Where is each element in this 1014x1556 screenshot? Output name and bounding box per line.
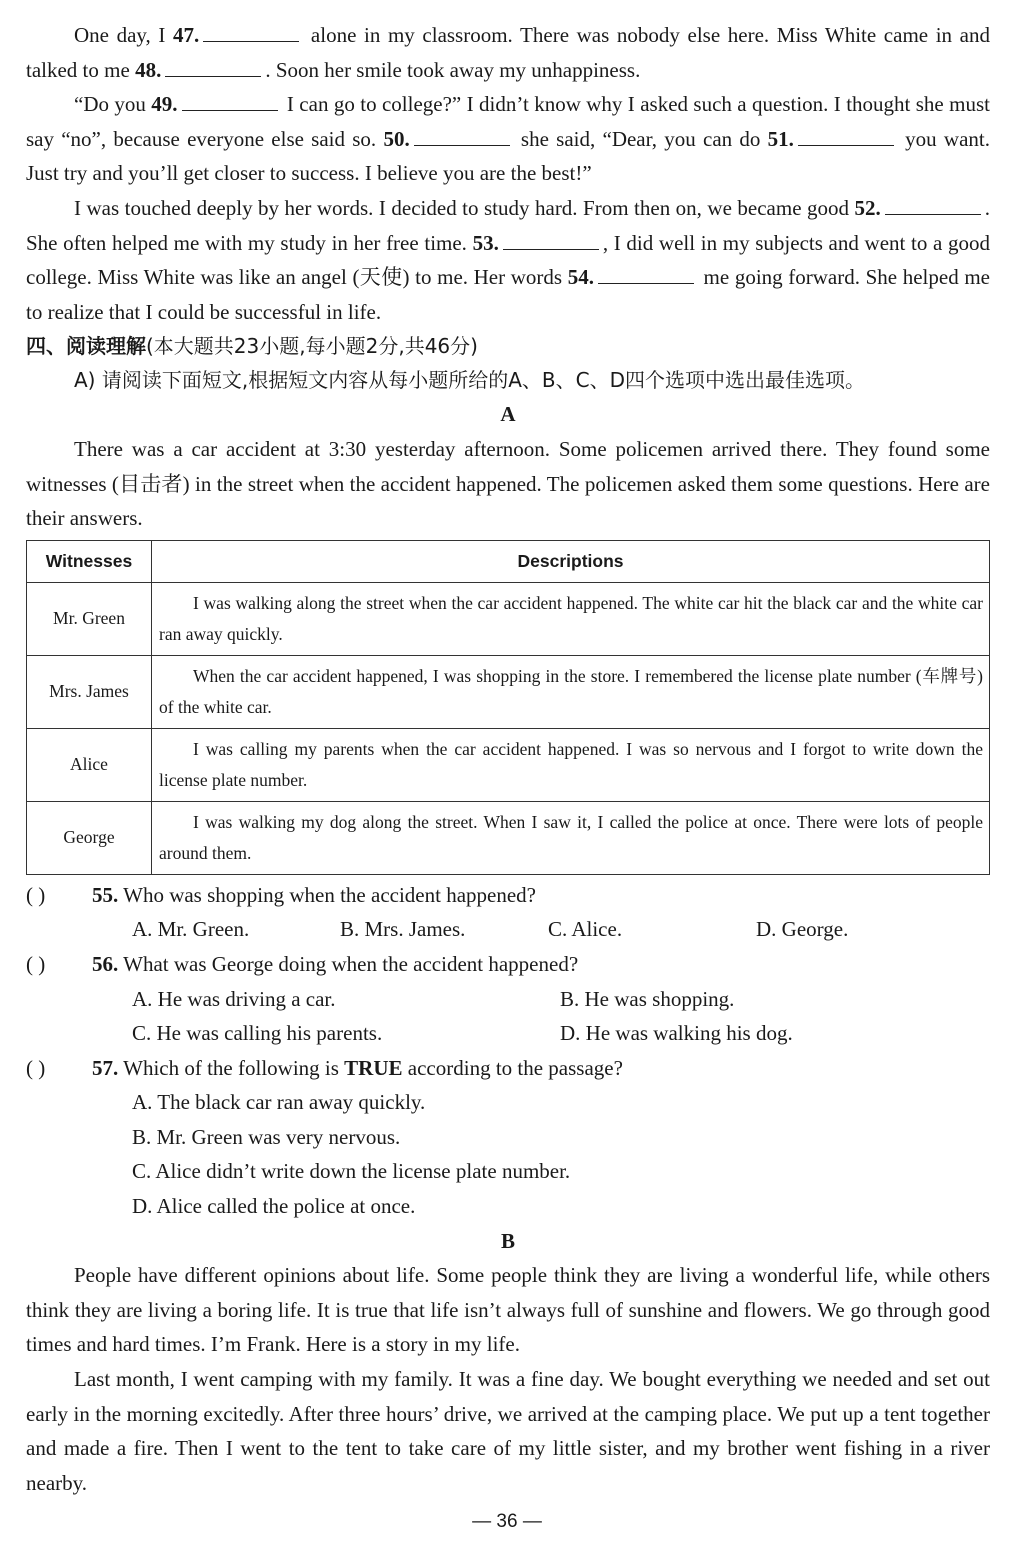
option-b[interactable]: B. He was shopping. (560, 986, 735, 1011)
option-a[interactable]: A. He was driving a car. (132, 986, 336, 1011)
table-row (27, 582, 990, 655)
description-text: I was walking my dog along the street. When I saw it, I called the police at once. There were lots of people around them. (159, 811, 983, 863)
text: “Do you (74, 92, 152, 117)
witness-name: Mr. Green (27, 582, 152, 655)
blank-48[interactable] (165, 56, 261, 77)
blank-54[interactable] (598, 263, 694, 284)
witness-table (26, 540, 990, 875)
option-d[interactable]: D. George. (756, 917, 849, 942)
options-56-row-1 (26, 982, 990, 1017)
text: . Soon her smile took away my unhappiness. (265, 57, 641, 82)
witness-name: George (27, 801, 152, 874)
question-55 (26, 878, 990, 913)
blank-50[interactable] (414, 125, 510, 146)
blank-number-51: 51. (767, 126, 794, 151)
table-row (27, 728, 990, 801)
passage-a-intro: There was a car accident at 3:30 yesterday afternoon. Some policemen arrived there. They found some witnesses (目击者) in the street when the accident happened. The policemen asked them some questions. Here are their answers. (26, 436, 990, 531)
question-56 (26, 947, 990, 982)
option-d[interactable]: D. He was walking his dog. (560, 1021, 793, 1046)
question-text: What was George doing when the accident happened? (118, 951, 579, 976)
option-a[interactable]: A. The black car ran away quickly. (132, 1090, 426, 1115)
answer-bracket[interactable]: ( ) (26, 951, 46, 976)
answer-bracket[interactable]: ( ) (26, 882, 46, 907)
blank-number-49: 49. (151, 92, 178, 117)
table-header-row (27, 540, 990, 582)
blank-number-54: 54. (567, 265, 594, 290)
cloze-paragraph-1 (26, 18, 990, 87)
text: you want. Just try and you’ll get closer to success. I believe you are the best!” (26, 126, 990, 186)
text: she said, “Dear, you can do (513, 126, 768, 151)
section-instruction: A) 请阅读下面短文,根据短文内容从每小题所给的A、B、C、D四个选项中选出最佳选项。 (74, 368, 865, 393)
passage-b-paragraph-2: Last month, I went camping with my family. It was a fine day. We bought everything we needed and set out early in the morning excitedly. After three hours’ drive, we arrived at the camping place. We put up a tent together and made a fire. Then I went to the tent to take care of my little sister, and my brother went fishing in a river nearby. (26, 1367, 990, 1495)
page-number: — 36 — (472, 1511, 542, 1532)
section-heading (26, 329, 990, 363)
blank-number-53: 53. (472, 230, 499, 255)
question-text: Who was shopping when the accident happened? (118, 882, 536, 907)
witness-description (152, 655, 990, 728)
question-number: 56. (92, 951, 119, 976)
answer-bracket[interactable]: ( ) (26, 1055, 46, 1080)
question-text: according to the passage? (402, 1055, 623, 1080)
witness-name: Mrs. James (27, 655, 152, 728)
table-row (27, 801, 990, 874)
option-c[interactable]: C. Alice. (548, 917, 623, 942)
option-b[interactable]: B. Mrs. James. (340, 917, 466, 942)
witness-description (152, 582, 990, 655)
options-55 (26, 912, 990, 947)
option-b[interactable]: B. Mr. Green was very nervous. (132, 1124, 401, 1149)
blank-51[interactable] (798, 125, 894, 146)
blank-53[interactable] (503, 229, 599, 250)
cloze-paragraph-3 (26, 191, 990, 329)
option-d[interactable]: D. Alice called the police at once. (132, 1194, 416, 1219)
text: . She often helped me with my study in her free time. (26, 195, 990, 255)
description-text: I was calling my parents when the car accident happened. I was so nervous and I forgot to write down the license plate number. (159, 738, 983, 790)
passage-label-b: B (500, 1228, 515, 1253)
blank-52[interactable] (885, 194, 981, 215)
description-text: I was walking along the street when the car accident happened. The white car hit the black car and the white car ran away quickly. (159, 592, 983, 644)
section-title: 四、阅读理解 (26, 334, 146, 359)
passage-b-paragraph-1: People have different opinions about life. Some people think they are living a wonderful life, while others think they are living a boring life. It is true that life isn’t always full of sunshine and flowers. We go through good times and hard times. I’m Frank. Here is a story in my life. (26, 1263, 990, 1357)
option-c[interactable]: C. Alice didn’t write down the license plate number. (132, 1159, 571, 1184)
text: One day, I (74, 23, 174, 47)
table-row (27, 655, 990, 728)
text: I can go to college?” I didn’t know why I asked such a question. I thought she must say “no”, because everyone else said so. (26, 92, 990, 151)
witness-description (152, 728, 990, 801)
cloze-paragraph-2 (26, 87, 990, 191)
question-number: 57. (92, 1055, 119, 1080)
witness-description (152, 801, 990, 874)
blank-number-47: 47. (173, 23, 200, 47)
witness-name: Alice (27, 728, 152, 801)
question-emphasis: TRUE (344, 1055, 403, 1080)
question-text: Which of the following is (118, 1055, 345, 1080)
question-57 (26, 1051, 990, 1086)
option-a[interactable]: A. Mr. Green. (132, 917, 250, 942)
options-56-row-2 (26, 1016, 990, 1051)
description-text: When the car accident happened, I was shopping in the store. I remembered the license plate number (车牌号) of the white car. (159, 665, 983, 717)
section-note: (本大题共23小题,每小题2分,共46分) (146, 334, 478, 359)
blank-number-50: 50. (383, 126, 410, 151)
text: me going forward. She helped me to realize that I could be successful in life. (26, 265, 990, 324)
table-header-witnesses: Witnesses (27, 540, 152, 582)
passage-label-a: A (500, 402, 516, 427)
blank-47[interactable] (203, 21, 299, 42)
blank-number-48: 48. (135, 57, 162, 82)
text: alone in my classroom. There was nobody else here. Miss White came in and talked to me (26, 23, 990, 82)
blank-number-52: 52. (854, 195, 881, 220)
table-header-descriptions: Descriptions (152, 540, 990, 582)
text: , I did well in my subjects and went to a good college. Miss White was like an angel (天使) to me. Her words (26, 230, 991, 290)
exam-page (26, 18, 990, 1500)
question-number: 55. (92, 882, 119, 907)
blank-49[interactable] (182, 90, 278, 111)
text: I was touched deeply by her words. I decided to study hard. From then on, we became good (74, 195, 855, 220)
option-c[interactable]: C. He was calling his parents. (132, 1021, 383, 1046)
